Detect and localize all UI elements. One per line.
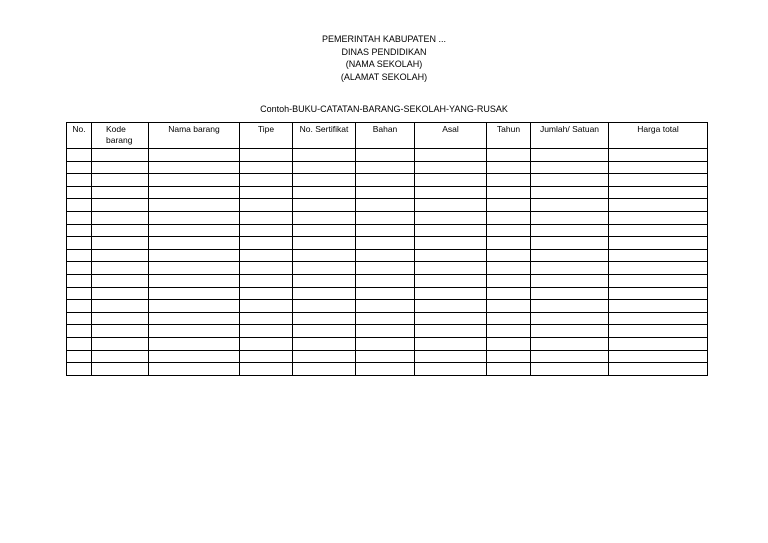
table-cell [293,174,356,187]
table-cell [531,211,609,224]
table-cell [67,199,92,212]
table-cell [240,274,293,287]
table-cell [609,337,708,350]
table-cell [240,300,293,313]
table-cell [487,149,531,162]
table-cell [92,161,149,174]
table-cell [293,186,356,199]
table-cell [149,363,240,376]
table-cell [531,300,609,313]
table-cell [240,249,293,262]
table-cell [356,262,415,275]
table-cell [293,149,356,162]
table-cell [609,274,708,287]
table-cell [609,237,708,250]
table-cell [92,224,149,237]
table-cell [149,149,240,162]
table-cell [293,274,356,287]
table-cell [415,224,487,237]
table-cell [609,300,708,313]
column-header-year: Tahun [487,123,531,149]
school-name: (NAMA SEKOLAH) [345,59,423,69]
table-cell [356,211,415,224]
table-cell [356,312,415,325]
table-cell [293,237,356,250]
table-cell [67,149,92,162]
table-row [67,325,708,338]
table-row [67,262,708,275]
table-row [67,274,708,287]
table-cell [609,224,708,237]
table-cell [356,350,415,363]
table-cell [240,149,293,162]
table-cell [415,161,487,174]
table-cell [92,312,149,325]
column-header-material: Bahan [356,123,415,149]
table-cell [609,199,708,212]
column-header-quantity-unit: Jumlah/ Satuan [531,123,609,149]
column-header-item-code: Kode barang [92,123,149,149]
table-cell [149,199,240,212]
table-cell [415,249,487,262]
table-cell [92,300,149,313]
table-cell [356,274,415,287]
table-row [67,161,708,174]
table-cell [356,287,415,300]
column-header-origin: Asal [415,123,487,149]
table-cell [487,287,531,300]
table-row [67,312,708,325]
table-cell [487,262,531,275]
table-cell [67,262,92,275]
column-header-item-name: Nama barang [149,123,240,149]
table-cell [67,274,92,287]
table-cell [487,274,531,287]
table-cell [293,363,356,376]
table-cell [415,363,487,376]
table-cell [92,262,149,275]
table-cell [149,300,240,313]
table-cell [415,186,487,199]
table-cell [531,186,609,199]
table-cell [92,199,149,212]
table-body [67,149,708,376]
table-cell [487,337,531,350]
table-cell [149,262,240,275]
government-name: PEMERINTAH KABUPATEN ... [321,34,447,44]
table-row [67,337,708,350]
table-cell [67,161,92,174]
table-cell [487,186,531,199]
table-cell [149,174,240,187]
table-cell [149,274,240,287]
table-cell [531,274,609,287]
table-cell [531,161,609,174]
table-cell [487,300,531,313]
table-cell [293,249,356,262]
table-cell [487,174,531,187]
table-cell [293,312,356,325]
table-cell [67,337,92,350]
table-cell [415,312,487,325]
table-cell [609,262,708,275]
table-cell [240,363,293,376]
document-title: Contoh-BUKU-CATATAN-BARANG-SEKOLAH-YANG-RUSAK [260,104,508,114]
table-cell [92,249,149,262]
table-cell [149,312,240,325]
table-cell [293,287,356,300]
column-header-type: Tipe [240,123,293,149]
table-cell [487,249,531,262]
table-cell [149,350,240,363]
table-row [67,237,708,250]
table-cell [67,237,92,250]
table-cell [293,337,356,350]
table-cell [92,363,149,376]
department-name: DINAS PENDIDIKAN [341,46,427,57]
table-cell [67,174,92,187]
table-cell [487,211,531,224]
table-cell [415,337,487,350]
table-cell [415,237,487,250]
table-cell [531,337,609,350]
table-cell [609,325,708,338]
table-cell [609,312,708,325]
table-cell [356,199,415,212]
table-cell [487,161,531,174]
table-cell [240,211,293,224]
table-cell [487,363,531,376]
table-cell [415,350,487,363]
table-cell [293,325,356,338]
table-cell [356,186,415,199]
table-cell [240,161,293,174]
table-cell [293,211,356,224]
table-cell [415,262,487,275]
table-cell [415,199,487,212]
table-cell [356,161,415,174]
table-cell [293,161,356,174]
table-cell [240,174,293,187]
table-cell [67,312,92,325]
table-row [67,287,708,300]
table-cell [92,186,149,199]
table-cell [487,237,531,250]
table-cell [415,149,487,162]
table-cell [531,237,609,250]
table-cell [609,287,708,300]
table-cell [92,287,149,300]
table-cell [67,224,92,237]
table-cell [487,312,531,325]
table-row [67,174,708,187]
table-cell [531,363,609,376]
table-cell [487,350,531,363]
table-cell [609,174,708,187]
table-cell [609,350,708,363]
table-cell [240,337,293,350]
table-cell [293,224,356,237]
table-cell [609,161,708,174]
table-cell [609,211,708,224]
table-header-row [67,123,708,149]
table-cell [415,300,487,313]
table-cell [415,174,487,187]
table-cell [487,224,531,237]
table-cell [67,363,92,376]
table-cell [487,199,531,212]
damaged-goods-table [66,122,708,376]
table-cell [531,199,609,212]
table-cell [67,350,92,363]
table-cell [67,211,92,224]
table-cell [240,350,293,363]
table-cell [415,211,487,224]
table-cell [293,300,356,313]
table-cell [487,325,531,338]
table-cell [92,149,149,162]
table-cell [67,186,92,199]
table-cell [149,186,240,199]
table-cell [92,325,149,338]
table-row [67,363,708,376]
table-cell [92,350,149,363]
table-cell [531,174,609,187]
table-cell [149,325,240,338]
letterhead [0,33,768,83]
table-cell [531,312,609,325]
table-row [67,186,708,199]
column-header-total-price: Harga total [609,123,708,149]
table-cell [293,199,356,212]
table-row [67,300,708,313]
table-row [67,149,708,162]
table-cell [240,186,293,199]
table-cell [609,363,708,376]
table-cell [293,262,356,275]
table-cell [356,249,415,262]
table-cell [149,224,240,237]
table-cell [356,174,415,187]
table-cell [67,300,92,313]
table-cell [149,287,240,300]
table-cell [531,149,609,162]
table-cell [609,249,708,262]
table-cell [356,300,415,313]
table-cell [67,325,92,338]
table-row [67,199,708,212]
table-cell [92,174,149,187]
table-cell [356,337,415,350]
table-cell [356,149,415,162]
table-cell [149,161,240,174]
table-cell [240,325,293,338]
table-cell [356,363,415,376]
table-cell [92,211,149,224]
table-cell [531,249,609,262]
table-cell [149,211,240,224]
table-cell [240,199,293,212]
table-cell [415,325,487,338]
table-cell [356,237,415,250]
column-header-no: No. [67,123,92,149]
table-cell [240,262,293,275]
table-cell [609,186,708,199]
table-cell [67,249,92,262]
table-cell [67,287,92,300]
table-cell [531,287,609,300]
table-cell [240,237,293,250]
table-cell [415,287,487,300]
school-address: (ALAMAT SEKOLAH) [340,71,428,82]
table-cell [293,350,356,363]
column-header-certificate-no: No. Sertifikat [293,123,356,149]
table-row [67,249,708,262]
table-cell [531,350,609,363]
table-cell [149,237,240,250]
table-row [67,211,708,224]
table-cell [415,274,487,287]
table-row [67,224,708,237]
table-cell [531,325,609,338]
table-cell [149,337,240,350]
table-row [67,350,708,363]
table-cell [356,325,415,338]
table-cell [356,224,415,237]
table-cell [92,237,149,250]
table-cell [149,249,240,262]
table-cell [240,312,293,325]
table-cell [92,274,149,287]
table-cell [531,224,609,237]
table-cell [609,149,708,162]
table-cell [240,287,293,300]
table-cell [531,262,609,275]
table-cell [92,337,149,350]
table-cell [240,224,293,237]
